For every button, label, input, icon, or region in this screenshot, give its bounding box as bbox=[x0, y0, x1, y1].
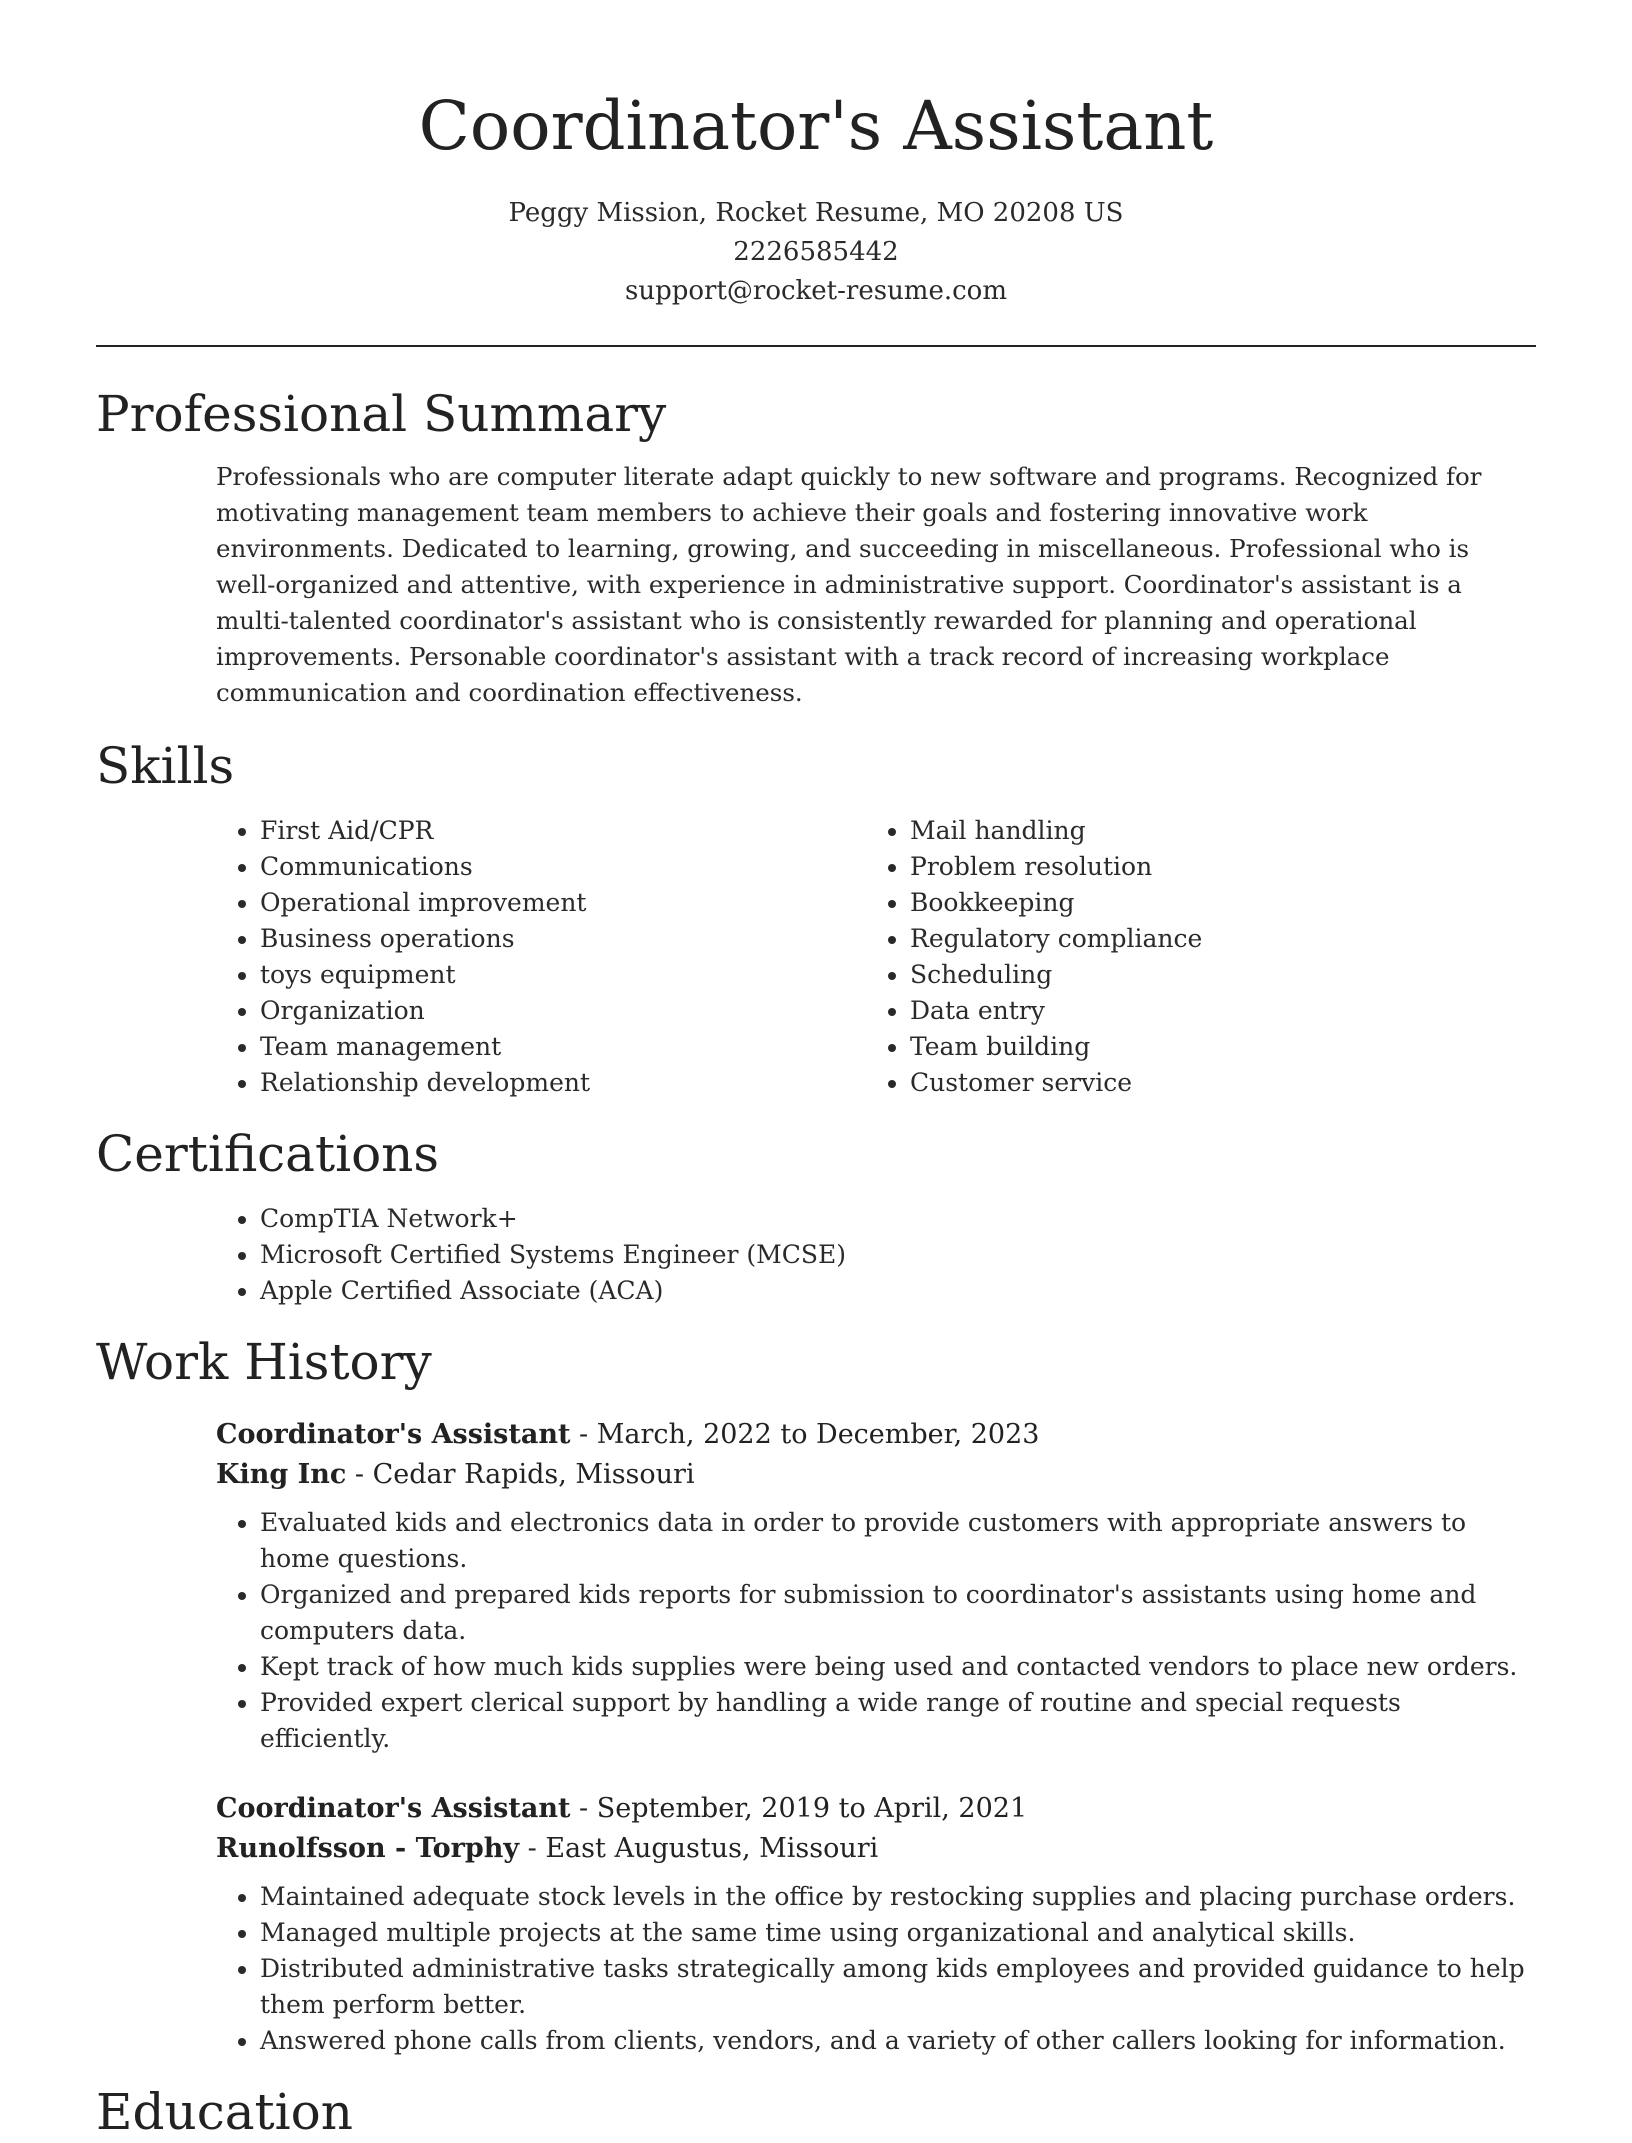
job-bullet: • Answered phone calls from clients, vendors, and a variety of other callers looking for information. bbox=[260, 2023, 1536, 2059]
job-company: Runolfsson - Torphy bbox=[216, 1833, 520, 1864]
skill-item: • Team management bbox=[260, 1029, 866, 1065]
job-bullet: • Distributed administrative tasks strategically among kids employees and provided guidance to help them perform better. bbox=[260, 1951, 1536, 2023]
skill-item: • First Aid/CPR bbox=[260, 813, 866, 849]
certification-item: • CompTIA Network+ bbox=[260, 1201, 1536, 1237]
job-bullet-list bbox=[216, 1505, 1536, 1757]
skill-item: • Mail handling bbox=[910, 813, 1516, 849]
job-company-line bbox=[216, 1455, 1536, 1495]
job-role-line bbox=[216, 1789, 1536, 1829]
contact-email: support@rocket-resume.com bbox=[624, 276, 1007, 306]
job-role: Coordinator's Assistant bbox=[216, 1793, 571, 1824]
header-divider bbox=[96, 345, 1536, 347]
job-dates: - March, 2022 to December, 2023 bbox=[570, 1419, 1040, 1450]
contact-phone: 2226585442 bbox=[733, 237, 899, 267]
job-dates: - September, 2019 to April, 2021 bbox=[570, 1793, 1028, 1824]
job-company: King Inc bbox=[216, 1459, 347, 1490]
skill-item: • Relationship development bbox=[260, 1065, 866, 1101]
certifications-bullets bbox=[216, 1201, 1536, 1309]
job-bullets bbox=[216, 1879, 1536, 2059]
skills-column-right bbox=[866, 813, 1516, 1101]
skill-item: • toys equipment bbox=[260, 957, 866, 993]
skills-list-left bbox=[216, 813, 866, 1101]
job-role: Coordinator's Assistant bbox=[216, 1419, 571, 1450]
contact-block bbox=[96, 194, 1536, 311]
skill-item: • Problem resolution bbox=[910, 849, 1516, 885]
section-title-certifications: Certifications bbox=[96, 1125, 440, 1183]
contact-address: Peggy Mission, Rocket Resume, MO 20208 US bbox=[508, 198, 1124, 228]
skill-item: • Bookkeeping bbox=[910, 885, 1516, 921]
job-location: - Cedar Rapids, Missouri bbox=[346, 1459, 695, 1490]
job-bullets bbox=[216, 1505, 1536, 1757]
summary-text: Professionals who are computer literate adapt quickly to new software and programs. Recognized for motivating management team members to achieve their goals and fostering innovative work environments. Dedicated to learning, growing, and succeeding in miscellaneous. Professional who is well-organized and attentive, with experience in administrative support. Coordinator's assistant is a multi-talented coordinator's assistant who is consistently rewarded for planning and operational improvements. Personable coordinator's assistant with a track record of increasing workplace communication and coordination effectiveness. bbox=[216, 462, 1482, 707]
certifications-list bbox=[216, 1201, 1536, 1309]
job-bullet: • Kept track of how much kids supplies were being used and contacted vendors to place new orders. bbox=[260, 1649, 1536, 1685]
section-title-education: Education bbox=[96, 2083, 353, 2141]
certification-item: • Apple Certified Associate (ACA) bbox=[260, 1273, 1536, 1309]
job-bullet-list bbox=[216, 1879, 1536, 2059]
skill-item: • Organization bbox=[260, 993, 866, 1029]
certification-item: • Microsoft Certified Systems Engineer (MCSE) bbox=[260, 1237, 1536, 1273]
skill-item: • Regulatory compliance bbox=[910, 921, 1516, 957]
job-location: - East Augustus, Missouri bbox=[519, 1833, 879, 1864]
job-entry bbox=[216, 1415, 1536, 1495]
candidate-name: Coordinator's Assistant bbox=[418, 87, 1214, 165]
skills-column-left bbox=[216, 813, 866, 1101]
resume-header bbox=[96, 0, 1536, 311]
job-entry bbox=[216, 1789, 1536, 1869]
job-bullet: • Provided expert clerical support by handling a wide range of routine and special requests efficiently. bbox=[260, 1685, 1536, 1757]
job-company-line bbox=[216, 1829, 1536, 1869]
skill-item: • Customer service bbox=[910, 1065, 1516, 1101]
section-title-summary: Professional Summary bbox=[96, 385, 667, 443]
skills-list-right bbox=[866, 813, 1516, 1101]
job-bullet: • Organized and prepared kids reports for submission to coordinator's assistants using home and computers data. bbox=[260, 1577, 1536, 1649]
skill-item: • Scheduling bbox=[910, 957, 1516, 993]
section-title-skills: Skills bbox=[96, 737, 235, 795]
skill-item: • Data entry bbox=[910, 993, 1516, 1029]
job-bullet: • Evaluated kids and electronics data in order to provide customers with appropriate answers to home questions. bbox=[260, 1505, 1536, 1577]
skill-item: • Team building bbox=[910, 1029, 1516, 1065]
skill-item: • Operational improvement bbox=[260, 885, 866, 921]
job-role-line bbox=[216, 1415, 1536, 1455]
skills-columns bbox=[216, 813, 1536, 1101]
skill-item: • Business operations bbox=[260, 921, 866, 957]
job-bullet: • Managed multiple projects at the same time using organizational and analytical skills. bbox=[260, 1915, 1536, 1951]
section-title-work-history: Work History bbox=[96, 1333, 432, 1391]
skill-item: • Communications bbox=[260, 849, 866, 885]
job-bullet: • Maintained adequate stock levels in the office by restocking supplies and placing purchase orders. bbox=[260, 1879, 1536, 1915]
